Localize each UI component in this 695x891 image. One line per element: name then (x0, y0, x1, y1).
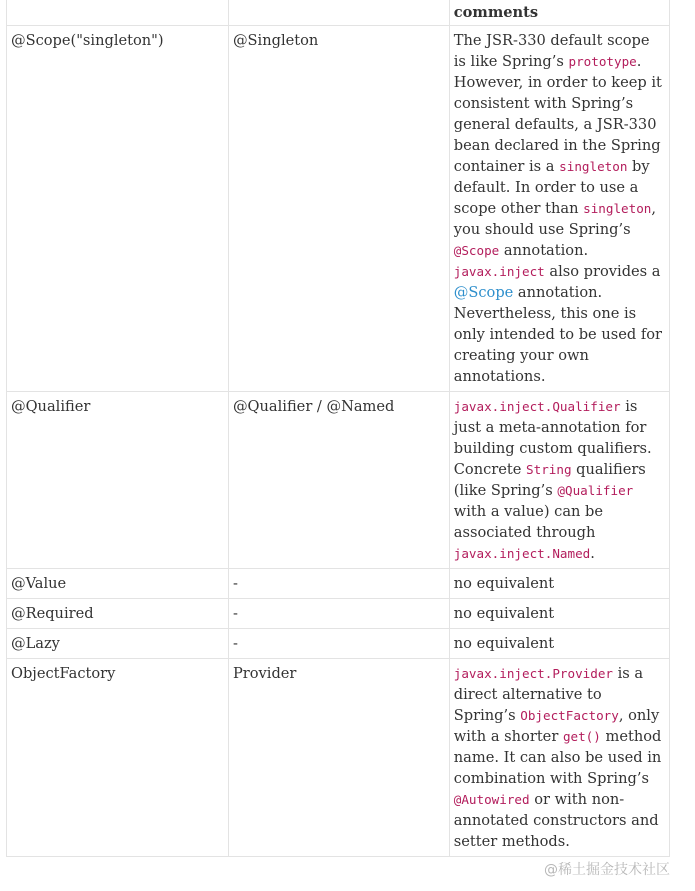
jsr330-annotation-cell: Provider (228, 659, 449, 857)
inline-code: get() (562, 729, 601, 744)
inline-code: @Autowired (453, 792, 530, 807)
comment-text: , you should use Spring’s (453, 200, 657, 238)
table-row (7, 26, 670, 392)
table-row (7, 569, 670, 599)
table-row (7, 599, 670, 629)
comment-text: , only with a shorter (453, 707, 660, 745)
comment-text: also provides a (544, 263, 661, 280)
comment-text: The JSR-330 default scope is like Spring’s (453, 32, 650, 70)
comment-text: . (590, 545, 595, 562)
comment-cell (449, 569, 669, 599)
header-comments: comments (449, 0, 669, 26)
spring-annotation-cell: @Scope("singleton") (7, 26, 229, 392)
jsr330-annotation-cell: @Qualifier / @Named (228, 392, 449, 569)
table-row (7, 629, 670, 659)
table-header-row (7, 0, 670, 26)
comment-text: by default. In order to use a scope other than (453, 158, 650, 217)
comment-cell (449, 392, 669, 569)
comment-cell (449, 599, 669, 629)
table-row (7, 392, 670, 569)
comment-text: . However, in order to keep it consistent with Spring’s general defaults, a JSR-330 bean declared in the Spring container is a (453, 53, 662, 175)
comment-cell (449, 629, 669, 659)
spring-annotation-cell: @Lazy (7, 629, 229, 659)
comment-text: is a direct alternative to Spring’s (453, 665, 644, 724)
jsr330-annotation-cell: - (228, 629, 449, 659)
inline-code: javax.inject (453, 264, 545, 279)
comment-text: annotation. (499, 242, 589, 259)
comment-cell (449, 26, 669, 392)
table-row (7, 659, 670, 857)
inline-code: javax.inject.Provider (453, 666, 613, 681)
comment-text: annotation. Nevertheless, this one is only intended to be used for creating your own annotations. (453, 284, 663, 385)
inline-code: singleton (559, 159, 628, 174)
comment-text: qualifiers (like Spring’s (453, 461, 646, 499)
inline-code: javax.inject.Named (453, 546, 591, 561)
comment-text: with a value) can be associated through (453, 503, 604, 541)
table-body (7, 26, 670, 857)
spring-annotation-cell: ObjectFactory (7, 659, 229, 857)
inline-code: String (526, 462, 572, 477)
comment-text: method name. It can also be used in combination with Spring’s (453, 728, 662, 787)
comment-text: no equivalent (453, 605, 555, 622)
comment-text: no equivalent (453, 635, 555, 652)
inline-code: @Qualifier (557, 483, 634, 498)
spring-annotation-cell: @Required (7, 599, 229, 629)
header-jsr330 (228, 0, 449, 26)
jsr330-annotation-cell: @Singleton (228, 26, 449, 392)
inline-code: ObjectFactory (520, 708, 619, 723)
inline-code: singleton (583, 201, 652, 216)
comment-text: is just a meta-annotation for building custom qualifiers. Concrete (453, 398, 652, 478)
inline-code: @Scope (453, 243, 500, 258)
spring-annotation-cell: @Qualifier (7, 392, 229, 569)
comment-text: no equivalent (453, 575, 555, 592)
scope-link[interactable]: @Scope (453, 284, 514, 301)
comment-cell (449, 659, 669, 857)
table-container (6, 0, 670, 879)
spring-annotation-cell: @Value (7, 569, 229, 599)
jsr330-annotation-cell: - (228, 599, 449, 629)
header-spring (7, 0, 229, 26)
inline-code: javax.inject.Qualifier (453, 399, 621, 414)
comment-text: or with non-annotated constructors and setter methods. (453, 791, 659, 850)
annotation-comparison-table (6, 0, 670, 857)
watermark: @稀土掘金技术社区 (544, 862, 670, 878)
inline-code: prototype (568, 54, 637, 69)
jsr330-annotation-cell: - (228, 569, 449, 599)
